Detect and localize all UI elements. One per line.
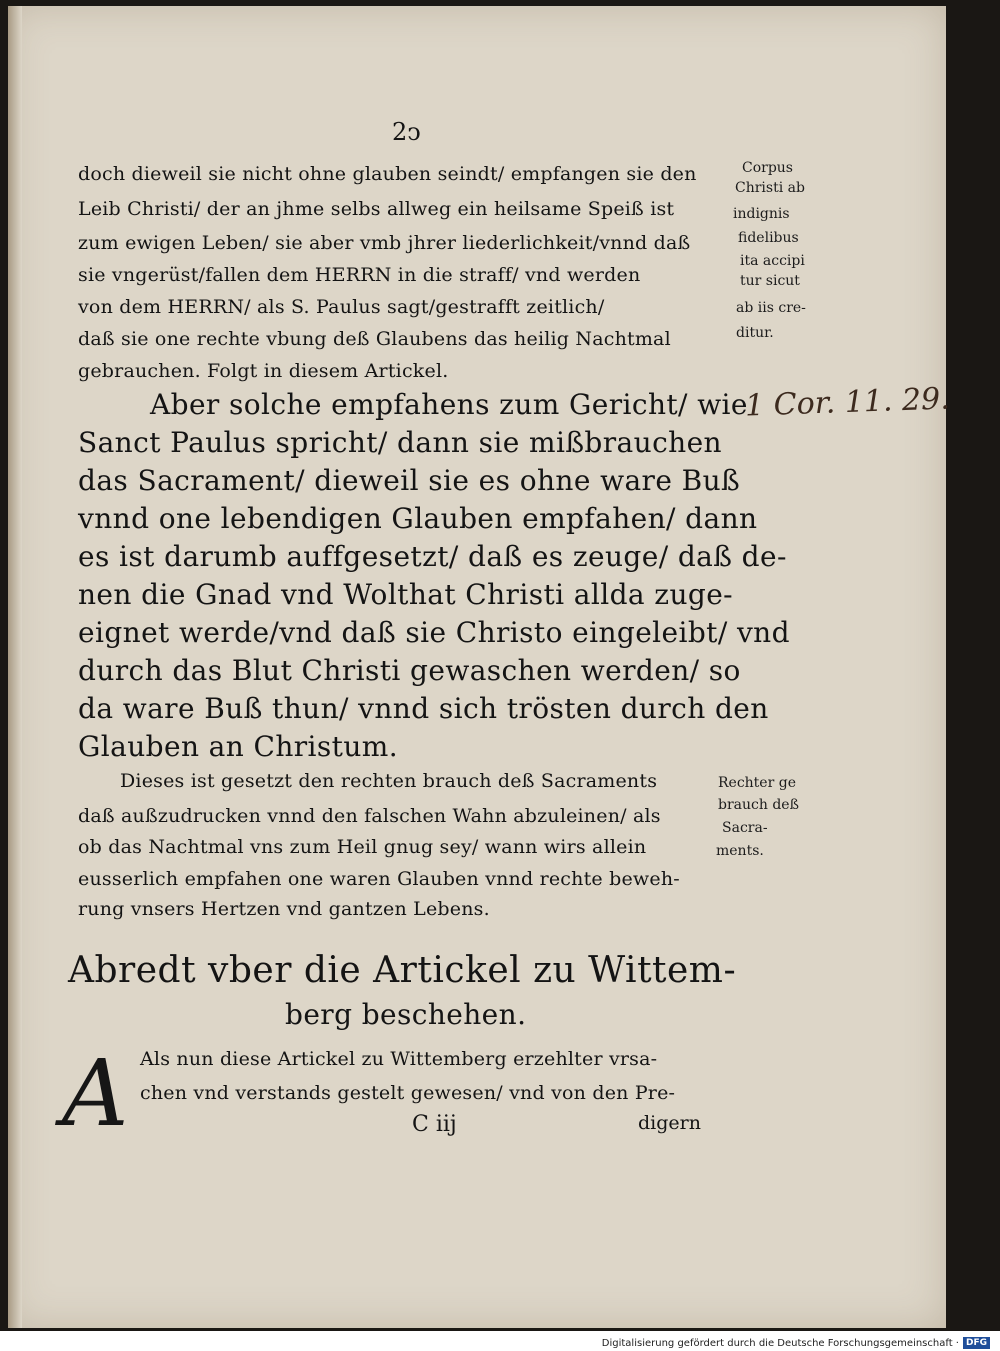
catchword: digern — [638, 1112, 701, 1134]
margin-note-line: Rechter ge — [718, 775, 796, 791]
text-line: Leib Christi/ der an jhme selbs allweg ein heilsame Speiß ist — [78, 198, 675, 220]
margin-note-line: Sacra- — [722, 820, 768, 836]
text-line: doch dieweil sie nicht ohne glauben seindt/ empfangen sie den — [78, 163, 697, 185]
text-line-large: da ware Buß thun/ vnnd sich trösten durch den — [78, 692, 769, 725]
margin-note-line: ab iis cre- — [736, 300, 806, 316]
margin-note-line: brauch deß — [718, 797, 799, 813]
dfg-logo: DFG — [963, 1337, 990, 1349]
section-heading-continued: berg beschehen. — [285, 998, 527, 1031]
handwritten-reference: 1 Cor. 11. 29. — [744, 381, 951, 424]
footer-text: Digitalisierung gefördert durch die Deutsche Forschungsgemeinschaft · — [601, 1337, 959, 1349]
text-line-large: eignet werde/vnd daß sie Christo eingeleibt/ vnd — [78, 616, 790, 649]
text-line: rung vnsers Hertzen vnd gantzen Lebens. — [78, 898, 490, 920]
text-line: gebrauchen. Folgt in diesem Artickel. — [78, 360, 449, 382]
text-line-large: das Sacrament/ dieweil sie es ohne ware Buß — [78, 464, 741, 497]
text-line-large: Sanct Paulus spricht/ dann sie mißbrauchen — [78, 426, 722, 459]
text-line: daß sie one rechte vbung deß Glaubens das heilig Nachtmal — [78, 328, 671, 350]
margin-note-line: Christi ab — [735, 180, 805, 196]
text-line-large: es ist darumb auffgesetzt/ daß es zeuge/ daß de- — [78, 540, 787, 573]
signature-mark: C iij — [412, 1112, 457, 1137]
margin-note-line: ditur. — [736, 325, 774, 341]
margin-note-line: ments. — [716, 843, 764, 859]
margin-note-line: indignis — [733, 206, 790, 222]
margin-note-line: tur sicut — [740, 273, 800, 289]
margin-note-line: fidelibus — [738, 230, 799, 246]
text-line-large: nen die Gnad vnd Wolthat Christi allda zuge- — [78, 578, 734, 611]
text-line-large: Glauben an Christum. — [78, 730, 399, 763]
page-number: 2ↄ — [392, 118, 421, 146]
text-line: Dieses ist gesetzt den rechten brauch deß Sacraments — [120, 770, 658, 792]
section-heading: Abredt vber die Artickel zu Wittem- — [68, 950, 737, 991]
text-line-large: durch das Blut Christi gewaschen werden/ so — [78, 654, 741, 687]
text-line: chen vnd verstands gestelt gewesen/ vnd von den Pre- — [140, 1082, 676, 1104]
text-line-large: vnnd one lebendigen Glauben empfahen/ dann — [78, 502, 758, 535]
text-line-large: Aber solche empfahens zum Gericht/ wie — [150, 388, 748, 421]
text-line: eusserlich empfahen one waren Glauben vnnd rechte beweh- — [78, 868, 680, 890]
text-line: ob das Nachtmal vns zum Heil gnug sey/ wann wirs allein — [78, 836, 647, 858]
text-line: sie vngerüst/fallen dem HERRN in die straff/ vnd werden — [78, 264, 641, 286]
text-line: von dem HERRN/ als S. Paulus sagt/gestrafft zeitlich/ — [78, 296, 605, 318]
margin-note-line: Corpus — [742, 160, 793, 176]
page-edge — [8, 6, 22, 1328]
text-line: zum ewigen Leben/ sie aber vmb jhrer liederlichkeit/vnnd daß — [78, 232, 691, 254]
text-line: Als nun diese Artickel zu Wittemberg erzehlter vrsa- — [140, 1048, 658, 1070]
drop-cap: A — [62, 1040, 129, 1147]
margin-note-line: ita accipi — [740, 253, 805, 269]
footer-credit — [602, 1337, 990, 1349]
text-line: daß außzudrucken vnnd den falschen Wahn abzuleinen/ als — [78, 805, 661, 827]
